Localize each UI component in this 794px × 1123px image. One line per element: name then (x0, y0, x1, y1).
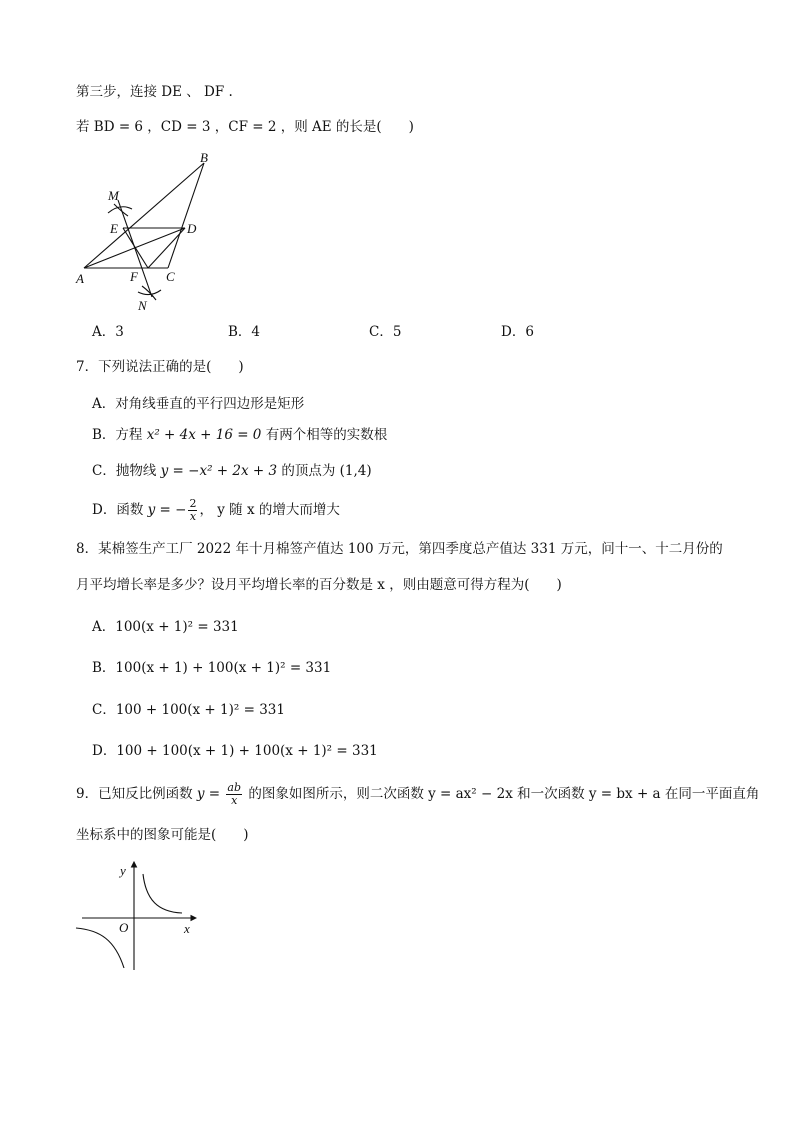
q7-d-prefix: D．函数 (92, 502, 148, 518)
q7-d-numerator: 2 (189, 497, 197, 510)
q7-d-denominator: x (189, 510, 197, 523)
q7-option-a[interactable]: A．对角线垂直的平行四边形是矩形 (92, 396, 305, 412)
axis-label-y: y (120, 863, 126, 878)
axis-label-x: x (184, 921, 190, 936)
q7-c-equation: y = −x² + 2x + 3 (160, 463, 278, 479)
q7-stem: 7．下列说法正确的是( ) (76, 359, 244, 375)
q8-option-a[interactable]: A．100(x + 1)² = 331 (92, 619, 239, 635)
q9-line1 (76, 779, 759, 809)
label-C: C (166, 269, 175, 284)
hyperbola-branch-q3 (76, 928, 124, 968)
hyperbola-branch-q1 (143, 874, 182, 913)
q7-b-equation: x² + 4x + 16 = 0 (146, 427, 262, 443)
q7-d-suffix: ， y 随 x 的增大而增大 (199, 502, 340, 518)
q9-line2: 坐标系中的图象可能是( ) (76, 827, 249, 843)
q8-option-b[interactable]: B．100(x + 1) + 100(x + 1)² = 331 (92, 660, 332, 676)
q7-option-d[interactable] (92, 495, 340, 525)
q7-d-lhs: y = − (147, 502, 187, 518)
label-E: E (110, 221, 118, 236)
q9-prefix: 9．已知反比例函数 (76, 786, 197, 802)
label-B: B (200, 150, 208, 165)
q7-option-b[interactable] (92, 426, 387, 444)
q7-b-prefix: B．方程 (92, 427, 147, 443)
q8-option-c[interactable]: C．100 + 100(x + 1)² = 331 (92, 702, 285, 718)
q9-fraction (226, 782, 242, 807)
q9-lhs: y = (196, 786, 225, 802)
label-F: F (130, 269, 138, 284)
q7-c-prefix: C．抛物线 (92, 463, 161, 479)
q7-d-fraction (188, 498, 197, 523)
q7-c-middle: 的顶点为 (277, 463, 340, 479)
q6-option-b[interactable]: B．4 (228, 324, 261, 340)
q8-line2: 月平均增长率是多少？设月平均增长率的百分数是 x ，则由题意可得方程为( ) (76, 577, 562, 593)
triangle-construction-figure (72, 150, 222, 310)
q6-option-c[interactable]: C．5 (369, 324, 402, 340)
step3-text: 第三步，连接 DE 、 DF . (76, 84, 233, 100)
q6-option-d[interactable]: D．6 (501, 324, 534, 340)
q6-option-a[interactable]: A．3 (92, 324, 124, 340)
label-D: D (187, 221, 197, 236)
q9-suffix: 的图象如图所示，则二次函数 y = ax² − 2x 和一次函数 y = bx + a 在同一平面直角 (244, 786, 760, 802)
inverse-proportion-graph (72, 856, 202, 976)
q7-b-suffix: 有两个相等的实数根 (261, 427, 388, 443)
label-N: N (138, 298, 147, 310)
origin-label: O (119, 920, 129, 935)
q8-line1: 8．某棉签生产工厂 2022 年十月棉签产值达 100 万元，第四季度总产值达 331 万元，问十一、十二月份的 (76, 541, 723, 557)
q9-numerator: ab (227, 781, 242, 794)
q8-option-d[interactable]: D．100 + 100(x + 1) + 100(x + 1)² = 331 (92, 743, 378, 759)
q7-option-c[interactable] (92, 462, 372, 480)
label-A: A (76, 271, 84, 286)
q6-stem: 若 BD = 6 ，CD = 3 ，CF = 2 ，则 AE 的长是( ) (76, 119, 414, 135)
q9-denominator: x (231, 794, 238, 807)
q7-c-vertex: (1,4) (339, 463, 372, 479)
label-M: M (108, 188, 119, 203)
